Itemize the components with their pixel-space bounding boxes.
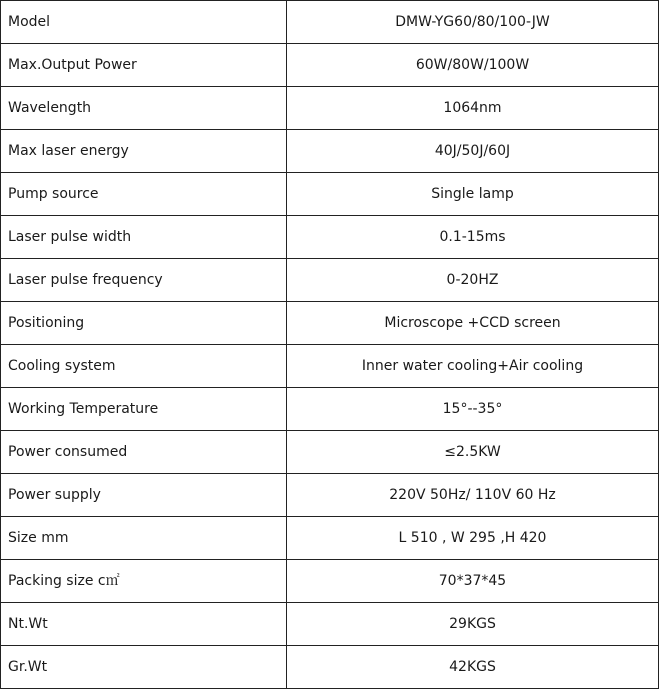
spec-label-power-consumed: Power consumed <box>1 431 287 474</box>
spec-label-size: Size mm <box>1 517 287 560</box>
spec-label-net-weight: Nt.Wt <box>1 603 287 646</box>
spec-label-power-supply: Power supply <box>1 474 287 517</box>
table-row <box>1 130 659 173</box>
spec-value-net-weight: 29KGS <box>287 603 659 646</box>
spec-value-size: L 510 , W 295 ,H 420 <box>287 517 659 560</box>
spec-value-packing-size: 70*37*45 <box>287 560 659 603</box>
spec-label-laser-pulse-frequency: Laser pulse frequency <box>1 259 287 302</box>
spec-label-positioning: Positioning <box>1 302 287 345</box>
spec-value-working-temperature: 15°--35° <box>287 388 659 431</box>
spec-value-power-consumed: ≤2.5KW <box>287 431 659 474</box>
table-row <box>1 302 659 345</box>
spec-label-laser-pulse-width: Laser pulse width <box>1 216 287 259</box>
spec-label-gross-weight: Gr.Wt <box>1 646 287 689</box>
spec-value-laser-pulse-frequency: 0-20HZ <box>287 259 659 302</box>
table-row <box>1 44 659 87</box>
spec-value-cooling-system: Inner water cooling+Air cooling <box>287 345 659 388</box>
table-row <box>1 431 659 474</box>
spec-label-working-temperature: Working Temperature <box>1 388 287 431</box>
spec-value-positioning: Microscope +CCD screen <box>287 302 659 345</box>
table-row <box>1 259 659 302</box>
spec-label-pump-source: Pump source <box>1 173 287 216</box>
spec-value-laser-pulse-width: 0.1-15ms <box>287 216 659 259</box>
spec-label-cooling-system: Cooling system <box>1 345 287 388</box>
table-row <box>1 216 659 259</box>
spec-value-model: DMW-YG60/80/100-JW <box>287 1 659 44</box>
spec-value-max-output-power: 60W/80W/100W <box>287 44 659 87</box>
spec-label-wavelength: Wavelength <box>1 87 287 130</box>
table-row <box>1 603 659 646</box>
table-row <box>1 388 659 431</box>
spec-value-gross-weight: 42KGS <box>287 646 659 689</box>
table-row <box>1 560 659 603</box>
table-row <box>1 474 659 517</box>
spec-label-model: Model <box>1 1 287 44</box>
spec-label-max-laser-energy: Max laser energy <box>1 130 287 173</box>
spec-label-max-output-power: Max.Output Power <box>1 44 287 87</box>
table-row <box>1 173 659 216</box>
spec-label-packing-size: Packing size c㎡ <box>1 560 287 603</box>
spec-value-wavelength: 1064nm <box>287 87 659 130</box>
table-row <box>1 345 659 388</box>
spec-value-max-laser-energy: 40J/50J/60J <box>287 130 659 173</box>
spec-value-pump-source: Single lamp <box>287 173 659 216</box>
table-row <box>1 646 659 689</box>
table-row <box>1 1 659 44</box>
table-row <box>1 87 659 130</box>
specification-table-body <box>1 1 659 689</box>
table-row <box>1 517 659 560</box>
spec-value-power-supply: 220V 50Hz/ 110V 60 Hz <box>287 474 659 517</box>
